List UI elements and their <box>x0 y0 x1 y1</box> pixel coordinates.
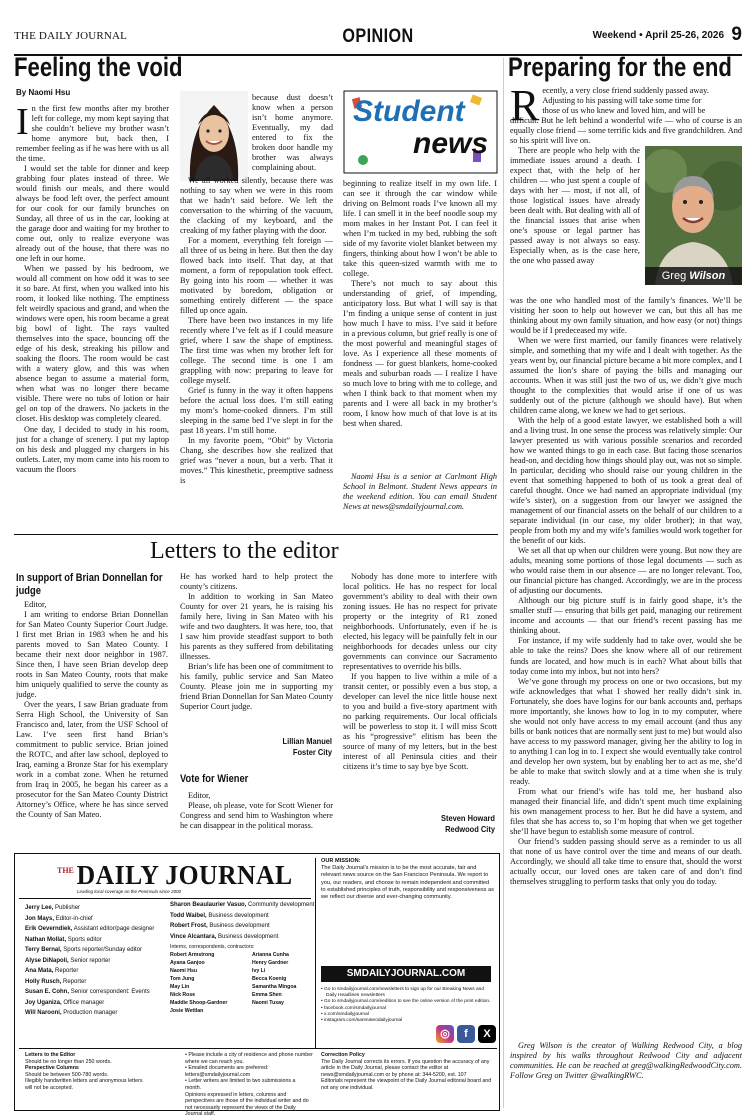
staff-entry <box>170 911 315 922</box>
staff-entry <box>170 921 315 932</box>
photo-caption <box>645 267 742 285</box>
section-title: OPINION <box>342 26 414 47</box>
website-banner[interactable]: SMDAILYJOURNAL.COM <box>321 966 491 982</box>
footer-list-item: • Emailed documents are preferred: letters@smdailyjournal.com <box>185 1065 269 1078</box>
paragraph: difficult. But he left behind a wonderful wife — who of course is an equally close friend — some terrific kids and five grandchildren. And so his spirit will live on. <box>510 116 742 146</box>
staff-name: Holly Rusch, <box>25 978 62 985</box>
author-bio-naomi <box>343 472 497 532</box>
daily-journal-logo <box>57 860 298 891</box>
paragraph: Brian’s life has been one of commitment to his family, public service and San Mateo County. Please join me in supporting my friend Brian Donnellan for San Mateo County Superior Court judge. <box>180 662 333 712</box>
link-item[interactable]: • Go to smdailyjournal.com/eedition to see the online version of the print edition. <box>321 999 491 1005</box>
link-item[interactable]: • instagram.com/sanmateodailyjournal <box>321 1018 403 1024</box>
paragraph: In my favorite poem, “Obit” by Victoria Chang, she describes how she realized that grief was “never a noun, but a verb. That it moves.” This kinesthetic, preemptive sadness is <box>180 436 333 486</box>
interns-col-a <box>170 951 242 1015</box>
footer-text: Should be no longer than 250 words. <box>25 1058 112 1065</box>
divider <box>14 534 498 535</box>
paragraph: Grief is funny in the way it often happens before the actual loss does. I’m still eating my mom’s home-cooked dinners. I’m still sleeping in the same bed I’ve slept in for the past 18 years. I’m still home. <box>180 386 333 436</box>
paragraph: Editor, <box>188 791 211 800</box>
footer-list-item: • Letter writers are limited to two submissions a month. <box>185 1078 296 1091</box>
letter-2-signature <box>361 813 495 835</box>
intern-name: Becca Koenig <box>252 976 287 982</box>
staff-entry <box>25 1008 165 1019</box>
paragraph: Over the years, I saw Brian graduate from Serra High School, the University of San Francisco and, later, from the USF School of Law. I’ve seen first hand Brian’s commitment to public service. Brian joined the ROTC, and after law school, deployed to Iraq, earning a Bronze Star for his exemplary work in a combat zone. When he returned from Iraq in 2005, he began his career as a prosecutor for the San Mateo County District Attorney’s Office, where he has since served the County of San Mateo. <box>16 700 168 820</box>
staff-entry <box>170 932 315 943</box>
tagline: Leading local coverage on the Peninsula since 2000 <box>77 889 182 894</box>
author-bio-greg <box>510 1041 742 1111</box>
student-news-word-2: news <box>413 127 489 160</box>
footer-heading: Correction Policy <box>321 1052 365 1058</box>
staff-name: Nathan Mollat, <box>25 936 67 943</box>
intern-name: Emma Shen <box>252 992 282 998</box>
headline-feeling-the-void: Feeling the void <box>14 52 183 82</box>
letter-2-col-2 <box>343 572 497 810</box>
paragraph: Our friend’s sudden passing should serve as a reminder to us all that none of us have control over the time and means of our death. Accordingly, we should all take time to ensure that, should the worst actually occur, our loved ones are taken care of and don’t find themselves struggling to perform tasks that only you do today. <box>510 836 742 886</box>
intro-line: Adjusting to his passing will take some time for <box>542 96 702 106</box>
letter-headline-wiener: Vote for Wiener <box>180 773 249 785</box>
divider <box>19 1048 497 1049</box>
footer-text: Opinions expressed in letters, columns and perspectives are those of the individual writer and do not necessarily represent the views of the Daily Journal staff. <box>185 1091 309 1116</box>
article-col-2 <box>180 176 333 531</box>
mission-heading: OUR MISSION: <box>321 858 361 864</box>
staff-name: Jon Mays, <box>25 915 55 922</box>
staff-role: Community development <box>248 902 315 908</box>
footer-text: Illegibly handwritten letters and anonymous letters will not be accepted. <box>25 1078 143 1091</box>
staff-entry <box>25 924 165 935</box>
staff-entry <box>25 945 165 956</box>
footer-list <box>185 1052 313 1092</box>
staff-role: Production manager <box>63 1010 118 1016</box>
staff-entry <box>25 956 165 967</box>
staff-entry <box>25 966 165 977</box>
footer-text: Editorials represent the viewpoint of the Daily Journal editorial board and not any one individual. <box>321 1078 492 1091</box>
instagram-icon[interactable]: ◎ <box>436 1025 454 1043</box>
interns-col-b <box>252 951 296 1015</box>
divider <box>315 858 316 1048</box>
paragraph: If you happen to live within a mile of a transit center, or possibly even a bus stop, a developer can level the nice little house next to you and build a five-story apartment with no parking requirements. Our local officials will be powerless to stop it. I will miss Scott as his “progressive” elitism has been the source of many of my letters, but in the best interest of all Peninsula cities and their citizens it’s time to say bye bye Scott. <box>343 672 497 772</box>
letter-1-col-2 <box>180 572 333 722</box>
staff-name: Robert Frost, <box>170 923 208 929</box>
article-col-2-top <box>252 93 333 176</box>
staff-entry <box>25 914 165 925</box>
intern-name: Ivy Li <box>252 968 266 974</box>
intern-name: May Lin <box>170 984 190 990</box>
staff-name: Will Narooni, <box>25 1010 62 1016</box>
drop-cap: I <box>16 104 29 143</box>
intern-name: Tom Jung <box>170 976 195 982</box>
letter-1-col-1 <box>16 600 168 856</box>
staff-role: Senior correspondent: Events <box>70 989 150 995</box>
footer-text: Should be between 500-780 words. <box>25 1071 109 1078</box>
paragraph: When we were first married, our family finances were relatively simple, and something that my wife and I dealt with together. As the years went by, our financial picture became a bit more complex, and I assumed the lion’s share of paying the bills and managing our accounts. When it was still just the two of us, we didn’t give much thought to the complexities that would arise if one of us was suddenly out of the picture (although we should have). But when children came along, we knew we had to get serious. <box>510 336 742 416</box>
staff-role: Reporter <box>55 968 79 974</box>
paragraph: There are people who help with the immediate issues around a death. I expect that, with the help of her children — who just spent a couple of days with her — most, if not all, of those logistical issues have already been dealt with. But dealing with all of the financial issues that arise when one’s spouse or legal partner has passed away is not always so easy. Especially when, as is the case here, the one who passed away <box>510 146 640 266</box>
paragraph: I would set the table for dinner and keep grabbing four plates instead of three. We would finish our meals, and there would always be food left over, the perfect amount for our cook for our family brunches on Sunday, all three of us in the car, looking at the garage door and waiting for my brother to come out, only to realize everyone was already out of the house, that there was no one left in our home. <box>16 164 169 264</box>
intern-name: Henry Gardner <box>252 960 289 966</box>
paragraph: We all worked silently, because there was nothing to say when we were in this room that we hadn’t said before. We left the conversation to the whirring of the vacuum, the clacking of my keyboard, and the creaking of my father playing with the door. <box>180 176 333 236</box>
staff-entry <box>170 900 315 911</box>
staff-entry <box>25 998 165 1009</box>
paragraph: Nobody has done more to interfere with local politics. He has no respect for local government’s ability to deal with their own zoning issues. He has no respect for private property or the integrity of R1 zoned neighborhoods. Unfortunately, even if he is elected, his legacy will be painfully felt in our neighborhoods for decades unless our city governments can convince our Sacramento representatives to override his bills. <box>343 572 497 672</box>
mission-block <box>321 858 495 901</box>
paragraph: When we passed by his bedroom, we would all comment on how odd it was to see it so bare. At first, when you walked into his room, it looked like nothing. The emptiness felt weirdly spacious and grand, and when the windows were open, his room became a great big bowl of light. The rays vaulted themselves into the space, bouncing off the edge of his desk, streaking his pillow and soaking the floors. The room would be cast with a watery glow, and this was when absence began to assume a material form, when what was no longer there became visible. There were no tubs of lotion or hair gel on top of the drawers. No jackets in the closet. His desktop was completely cleared. <box>16 264 169 424</box>
staff-list-2 <box>170 900 315 942</box>
link-item[interactable]: • x.com/smdailyjournal <box>321 1011 369 1017</box>
student-news-logo <box>343 90 498 174</box>
link-item[interactable]: • facebook.com/smdailyjournal <box>321 1005 386 1011</box>
staff-name: Joy Uganiza, <box>25 999 62 1006</box>
staff-role: Assistant editor/page designer <box>73 926 155 932</box>
paragraph: because dust doesn’t know when a person isn’t home anymore. Eventually, my dad entered to fix the broken door handle my brother was always complaining about. <box>252 93 333 173</box>
caption-last-name: Wilson <box>689 270 726 282</box>
paragraph: There have been two instances in my life recently where I’ve felt as if I could measure grief, where I saw the shape of emptiness. The first time was when my brother left for college. The second time is one I am grappling with now: preparing to leave for college myself. <box>180 316 333 386</box>
logo-daily-journal: DAILY JOURNAL <box>76 860 293 890</box>
student-news-word-1: Student <box>353 95 465 128</box>
staff-role: Business development <box>218 933 279 940</box>
paragraph: With the help of a good estate lawyer, we established both a will and a living trust. In one sense the process was relatively simple: Our lawyer presented us with various possible scenarios and recorded how we wanted things to go in each case. But facing those scenarios head-on, and deciding how things should play out, was not so simple. In particular, deciding who should raise our young children in the event that something happened to both of us took a great deal of careful thought. Once we had named an appropriate individual (my wife’s sister), on a suggestion from our lawyer we assigned the management of our financial assets on the behalf of our children to a separate individual (in our case, my older brother); in that way, people from both my and my wife’s families would work together for the benefit of our kids. <box>510 416 742 546</box>
staff-role: Reporter <box>63 978 87 985</box>
staff-name: Ana Mata, <box>25 968 54 974</box>
staff-name: Todd Waibel, <box>170 912 207 919</box>
mission-text: The Daily Journal’s mission is to be the most accurate, fair and relevant news source on the San Francisco Peninsula. We report to you, our readers, and choose to remain independent and committed to established principles of truth, responsibility and responsiveness as we reflect our diverse and ever-changing community. <box>321 865 494 901</box>
staff-name: Terry Bernal, <box>25 947 62 953</box>
paragraph: Please, oh please, vote for Scott Wiener for Congress and send him to Washington where he can disappear in the political morass. <box>180 801 333 831</box>
interns-block <box>170 943 315 1015</box>
staff-entry <box>25 987 165 998</box>
facebook-icon[interactable]: f <box>457 1025 475 1043</box>
signature-city: Foster City <box>292 747 332 757</box>
paper-name: THE DAILY JOURNAL <box>14 30 128 42</box>
author-photo-greg <box>645 146 742 285</box>
paragraph: For a moment, everything felt foreign — all three of us being in here. But then the day flowed back into itself. That day, at that moment, a form of repopulation took effect. By going into his room — whether it was motivated by boredom, obligation or something entirely different — the space filled up once again. <box>180 236 333 316</box>
issue-date: Weekend • April 25-26, 2026 <box>592 30 724 41</box>
signature-city: Redwood City <box>445 824 495 834</box>
caption-first-name: Greg <box>661 270 687 282</box>
social-icons <box>433 1024 496 1043</box>
drop-cap: R <box>510 86 540 130</box>
paragraph: n the first few months after my brother left for college, my mom kept saying that she couldn’t believe my brother wasn’t home anymore but, back then, I remember feeling as if he was here with us all the time. <box>16 104 169 164</box>
column-body <box>510 336 742 1039</box>
staff-name: Jerry Lee, <box>25 905 54 911</box>
letter-2 <box>180 791 333 857</box>
page-number: 9 <box>731 24 742 45</box>
headline-preparing-for-the-end: Preparing for the end <box>508 52 732 82</box>
paragraph: beginning to realize itself in my own life. I can see it through the car window while driving on Belmont roads I’ve known all my life. I can smell it in the beef noodle soup my mom makes in her Instant Pot. I can feel it when I’m tucked in my bed, rubbing the soft side of my favorite violet blanket between my fingers, thinking about how I won’t be able to take this queen-sized warmth with me to college. <box>343 179 497 279</box>
paragraph: From what our friend’s wife has told me, her husband also managed their financial life, and didn’t spent much time explaining his own management process to her. But he did have a system, and files that she has access to, so I’m hoping that when we get together she’ll have begun to establish some measure of control. <box>510 786 742 836</box>
article-col-1 <box>16 104 169 531</box>
footer-list-item: • Please include a city of residence and phone number where we can reach you. <box>185 1052 313 1065</box>
footer-letters-policy <box>25 1052 145 1092</box>
staff-role: Office manager <box>63 999 105 1006</box>
links-list <box>321 987 495 1024</box>
staff-role: Publisher <box>55 905 81 911</box>
signature-name: Steven Howard <box>440 813 495 823</box>
intern-name: Josie Wettlan <box>170 1008 204 1014</box>
author-photo-naomi <box>180 91 248 181</box>
staff-name: Erik Oeverndiek, <box>25 926 73 932</box>
paragraph: We set all that up when our children were young. But now they are adults, meaning some portions of those legal documents — such as who would raise them in our absence — are no longer relevant. Too, our financial picture has changed. Accordingly, we are in the process of adjusting our documents. <box>510 546 742 596</box>
staff-role: Sports editor <box>67 936 102 943</box>
footer-heading: Letters to the Editor <box>25 1052 76 1058</box>
signature-name: Lillian Manuel <box>282 736 332 746</box>
footer-submission-policy <box>185 1052 313 1116</box>
staff-name: Sharon Beaulaurier Vasuo, <box>170 902 247 908</box>
paragraph: For instance, if my wife suddenly had to take over, would she be able to take the reins? Does she know where all of our retirement funds are located, and how much is in each? What about bills that today come into my inbox, but not into hers? <box>510 636 742 676</box>
staff-role: Business development <box>208 912 269 919</box>
staff-name: Vince Alcantara, <box>170 933 217 940</box>
intro-line: ecently, a very close friend suddenly passed away. <box>542 86 709 95</box>
staff-role: Business development <box>209 923 270 929</box>
column-intro-rest <box>510 116 742 146</box>
intern-name: Ayana Ganjoo <box>170 960 205 966</box>
letter-headline-donnellan: In support of Brian Donnellan for judge <box>16 572 163 597</box>
logo-the: THE <box>57 866 74 875</box>
divider <box>19 898 311 899</box>
paragraph: Editor, <box>24 600 47 609</box>
footer-heading: Perspective Columns <box>25 1065 79 1072</box>
footer-correction-policy <box>321 1052 495 1092</box>
column-wrap-text <box>510 146 640 296</box>
staff-entry <box>25 977 165 988</box>
letters-section-title: Letters to the editor <box>150 538 339 564</box>
paragraph: We’ve gone through my process on one or two occasions, but my wife acknowledges that what I showed her really didn’t sink in. Fortunately, she does have logins for our bank accounts and, perhaps more importantly, she knows how to log in to my computer, where she would not only have access to my email account (and thus any bills or bank notices that are normally sent just to me) but would also have access to my password manager, giving her the ability to log in to anything I can log in to. I expect she would eventually take control and develop her own system, but by enabling her to act as me, she’d be able to make that switch slowly and at a time when she is truly ready. <box>510 676 742 786</box>
paragraph: was the one who handled most of the family’s finances. We’ll be visiting her soon to help out however we can, but this all has me thinking about my own family situation, and how easy (or not) things would be if I predeceased my wife. <box>510 296 742 336</box>
intern-name: Naomi Tuxay <box>252 1000 284 1006</box>
intern-name: Nick Rose <box>170 992 196 998</box>
letter-1-signature <box>198 736 332 758</box>
paragraph: There’s not much to say about this understanding of grief, of impending, anticipatory loss. But what I will say is that I’m finding a unique sense of content in just how much I have to miss. I’ve said it before in a previous column, but grief really is one of the most powerful and meaningful stages of love. As I experience all these moments of fondness — for guest blankets, home-cooked meals and suburban roads — I realize I have so much love to bring with me to college, and when I think back to that moment when my parents and I were all back in my brother’s room, I know how much of that love is at its best when shared. <box>343 279 497 429</box>
staff-entry <box>25 903 165 914</box>
bio-text: Naomi Hsu is a senior at Carlmont High School in Belmont. Student News appears in the weekend edition. You can email Student News at news@smdailyjournal.com. <box>343 472 497 512</box>
interns-label: Interns, correspondents, contractors: <box>170 944 255 950</box>
footer-text: The Daily Journal corrects its errors. If you question the accuracy of any article in the Daily Journal, please contact the editor at news@smdailyjournal.com or by phone at: 344-5200, ext. 107 <box>321 1058 490 1078</box>
staff-box <box>14 853 500 1116</box>
paragraph: In addition to working in San Mateo County for over 21 years, he is raising his family here, living in San Mateo with his wife and two daughters. It was here, too, that I saw him provide steadfast support to both his parents as they suffered from debilitating illnesses. <box>180 592 333 662</box>
divider <box>503 58 504 1108</box>
column-cont-text <box>510 296 742 336</box>
article-col-3 <box>343 179 497 469</box>
intern-name: Maddie Shoop-Gardner <box>170 1000 228 1006</box>
paragraph: One day, I decided to study in his room, just for a change of scenery. I put my laptop on his desk and plugged my chargers in his outlets. Later, my mom came into his room to vacuum the floors <box>16 424 169 474</box>
intern-name: Robert Armstrong <box>170 952 215 958</box>
paragraph: I am writing to endorse Brian Donnellan for San Mateo County Superior Court Judge. I first met Brian in 1983 when he and his parents moved to San Mateo County. I became their next door neighbor in 1987. Since then, I have seen Brian develop deep roots in San Mateo County, roots that make him uniquely qualified to serve the county as judge. <box>16 610 168 700</box>
x-icon[interactable]: X <box>478 1025 496 1043</box>
staff-name: Susan E. Cohn, <box>25 989 70 995</box>
link-item[interactable]: • Go to smdailyjournal.com/newsletters to sign up for our Breaking News and Daily Headlines newsletters <box>321 987 484 999</box>
intern-name: Naomi Hsu <box>170 968 198 974</box>
paragraph: Although our big picture stuff is in fairly good shape, it’s the smaller stuff — ensuring that bills get paid, managing our retirement income and accounts — that our friend’s recent passing has me thinking about. <box>510 596 742 636</box>
staff-role: Editor-in-chief <box>55 915 93 922</box>
staff-list-1 <box>25 903 165 1019</box>
staff-role: Sports reporter/Sunday editor <box>63 947 142 953</box>
staff-entry <box>25 935 165 946</box>
staff-role: Senior reporter <box>70 957 111 964</box>
intern-name: Arianna Cunha <box>252 952 289 958</box>
bio-text: Greg Wilson is the creator of Walking Redwood City, a blog inspired by his walks throughout Redwood City and adjacent communities. He can be reached at greg@walkingRedwoodCity.com. Follow Greg on Twitter @walkingRWC. <box>510 1041 742 1081</box>
intro-line: those of us who knew and loved him, and will be <box>542 106 706 116</box>
byline: By Naomi Hsu <box>16 88 71 97</box>
paragraph: He has worked hard to help protect the county’s citizens. <box>180 572 333 592</box>
staff-name: Alyse DiNapoli, <box>25 957 69 964</box>
intern-name: Samantha Mingoa <box>252 984 297 990</box>
